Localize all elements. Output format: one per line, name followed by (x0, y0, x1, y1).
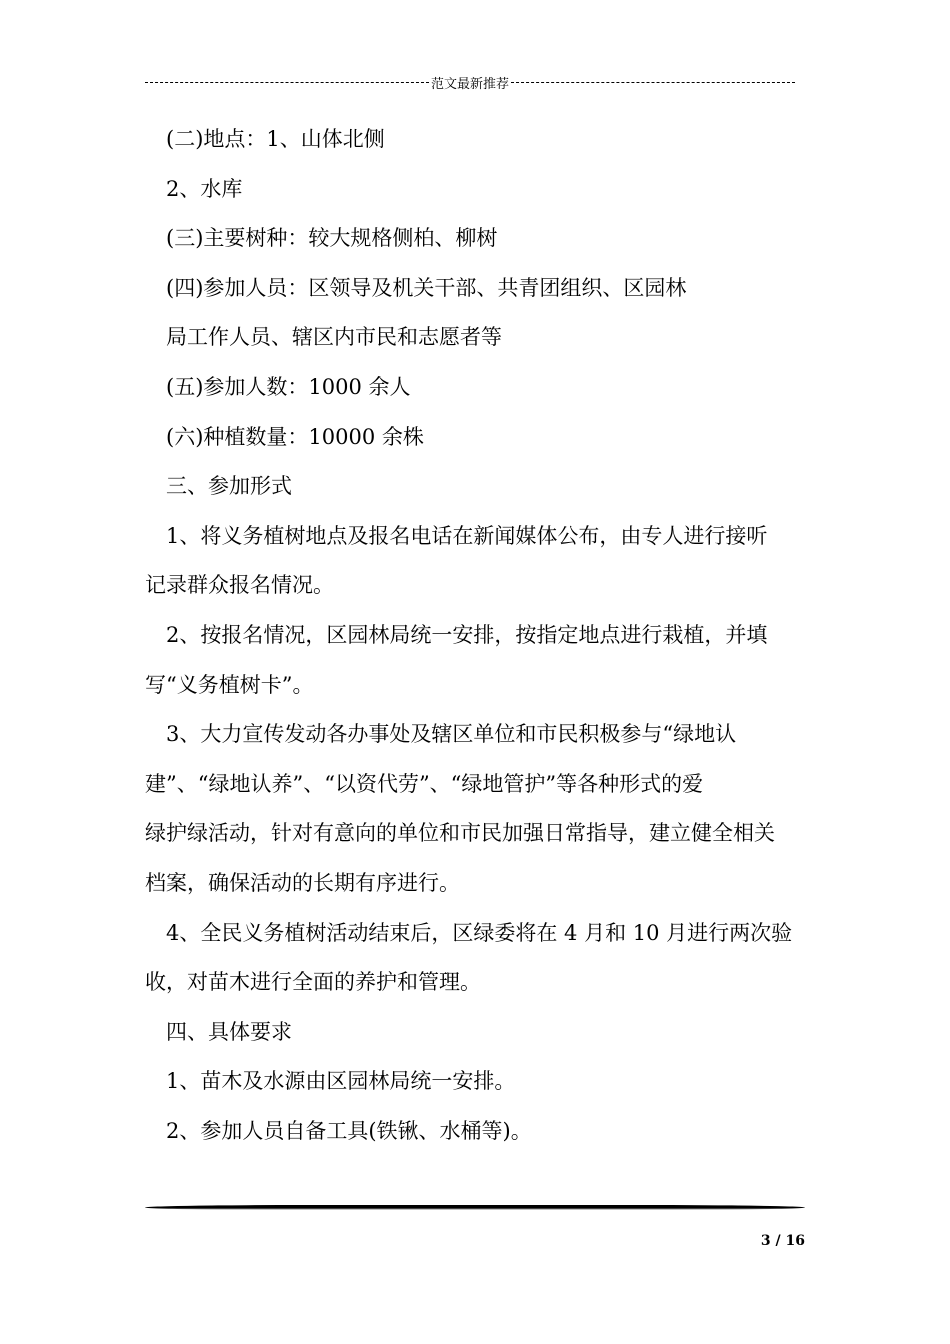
footer-rule (145, 1205, 805, 1210)
text-line: 3、大力宣传发动各办事处及辖区单位和市民积极参与“绿地认 (166, 722, 737, 747)
text-line: 2、按报名情况，区园林局统一安排，按指定地点进行栽植，并填 (166, 622, 768, 647)
text-line: 2、参加人员自备工具(铁锹、水桶等)。 (166, 1118, 532, 1143)
text-line: (四)参加人员：区领导及机关干部、共青团组织、区园林 (166, 275, 687, 300)
text-line: 三、参加形式 (166, 474, 292, 499)
page-header (145, 72, 795, 92)
text-line: 写“义务植树卡”。 (145, 672, 314, 697)
header-dash-right (511, 82, 795, 83)
text-line: (五)参加人数：1000 余人 (166, 374, 411, 399)
text-line: 4、全民义务植树活动结束后，区绿委将在 4 月和 10 月进行两次验 (166, 920, 793, 945)
text-line: 记录群众报名情况。 (145, 573, 334, 598)
document-body (145, 115, 810, 1156)
text-line: 建”、“绿地认养”、“以资代劳”、“绿地管护”等各种形式的爱 (145, 771, 704, 796)
text-line: 局工作人员、辖区内市民和志愿者等 (166, 325, 502, 350)
text-line: 1、将义务植树地点及报名电话在新闻媒体公布，由专人进行接听 (166, 523, 768, 548)
text-line: 四、具体要求 (166, 1019, 292, 1044)
text-line: (六)种植数量：10000 余株 (166, 424, 424, 449)
text-line: 档案，确保活动的长期有序进行。 (145, 870, 460, 895)
text-line: 收，对苗木进行全面的养护和管理。 (145, 970, 481, 995)
text-line: (二)地点：1、山体北侧 (166, 127, 385, 151)
text-line: (三)主要树种：较大规格侧柏、柳树 (166, 226, 498, 251)
text-line: 绿护绿活动，针对有意向的单位和市民加强日常指导，建立健全相关 (145, 821, 775, 846)
page-number: 3 / 16 (760, 1233, 805, 1249)
text-line: 2、水库 (166, 176, 243, 201)
header-dash-left (145, 82, 429, 83)
text-line: 1、苗木及水源由区园林局统一安排。 (166, 1069, 516, 1094)
header-title: 范文最新推荐 (431, 76, 510, 92)
